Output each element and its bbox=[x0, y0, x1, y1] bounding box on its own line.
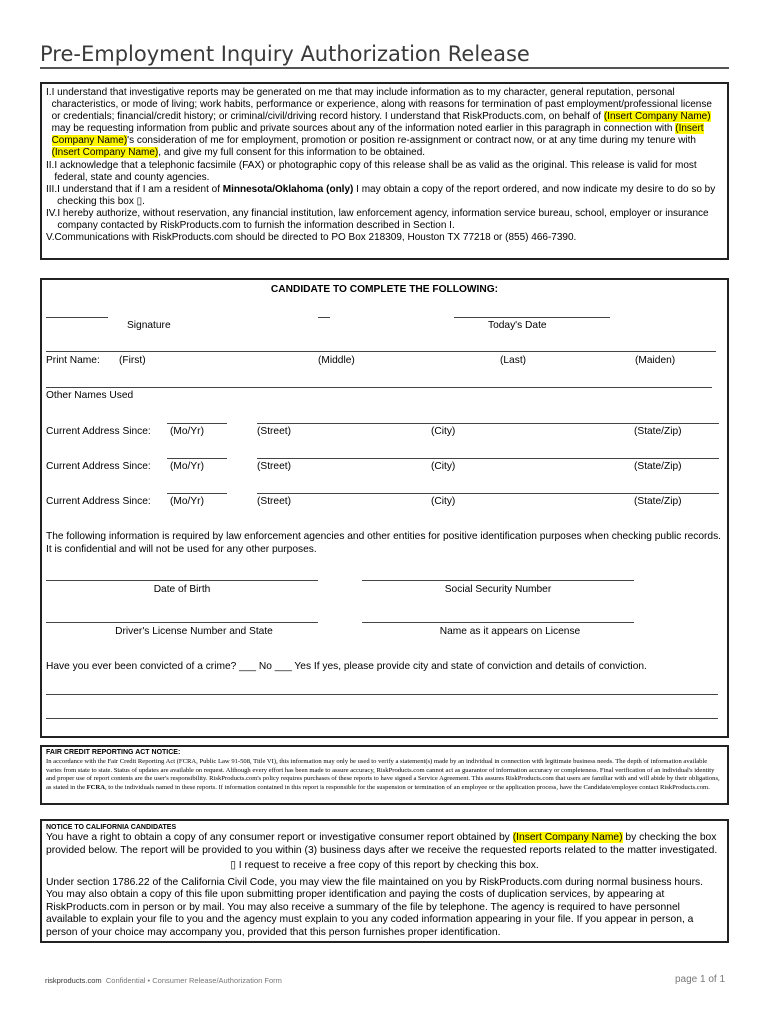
statement-item bbox=[46, 160, 717, 184]
statement-fragment: I acknowledge that a telephonic facsimile (FAX) or photographic copy of this release shall be as valid as the original. This release is valid for most federal, state and county agencies. bbox=[54, 159, 697, 183]
conviction-details-line[interactable] bbox=[46, 718, 718, 719]
dob-line[interactable] bbox=[46, 580, 318, 581]
statement-item bbox=[46, 208, 717, 232]
statement-fragment: may be requesting information from public and private sources about any of the information noted earlier in this paragraph in connection with bbox=[51, 123, 676, 135]
signature-line[interactable] bbox=[46, 317, 108, 318]
statement-number: V. bbox=[46, 232, 55, 244]
address-statezip-label: (State/Zip) bbox=[634, 461, 682, 472]
statement-item bbox=[46, 232, 717, 244]
fcra-header: FAIR CREDIT REPORTING ACT NOTICE: bbox=[46, 749, 181, 756]
signature-label: Signature bbox=[127, 320, 171, 331]
page-number: page 1 of 1 bbox=[675, 974, 726, 985]
first-name-label: (First) bbox=[119, 355, 146, 366]
fcra-acronym: FCRA bbox=[86, 784, 105, 792]
address-since-label: Current Address Since: bbox=[46, 426, 151, 437]
company-placeholder: (Insert Company Name) bbox=[51, 123, 704, 147]
statement-fragment: I understand that if I am a resident of bbox=[57, 183, 223, 195]
address-moyr-label: (Mo/Yr) bbox=[170, 426, 204, 437]
name-on-license-line[interactable] bbox=[362, 622, 634, 623]
address-moyr-label: (Mo/Yr) bbox=[170, 496, 204, 507]
statement-text bbox=[57, 208, 717, 232]
company-placeholder: (Insert Company Name) bbox=[51, 147, 159, 159]
candidate-form bbox=[40, 278, 729, 738]
todays-date-label: Today's Date bbox=[488, 320, 547, 331]
middle-name-label: (Middle) bbox=[318, 355, 355, 366]
fcra-notice bbox=[40, 745, 729, 805]
address-statezip-label: (State/Zip) bbox=[634, 426, 682, 437]
statement-fragment: 's consideration of me for employment, promotion or position re-assignment or contract now, or at any time during my tenure with bbox=[127, 135, 696, 147]
dob-label: Date of Birth bbox=[153, 584, 211, 595]
statement-text bbox=[52, 87, 717, 160]
fcra-text: , to the individuals named in these reports. If information contained in this report is responsible for the suspension or termination of an employee or the application process, have the Candidate/employee contact RiskProducts.com. bbox=[104, 784, 710, 792]
address-line[interactable] bbox=[257, 458, 719, 459]
address-moyr-line[interactable] bbox=[167, 423, 227, 424]
free-copy-checkbox[interactable]: ▯ I request to receive a free copy of this report by checking this box. bbox=[230, 860, 539, 871]
address-line[interactable] bbox=[257, 423, 719, 424]
drivers-license-line[interactable] bbox=[46, 622, 318, 623]
california-header: NOTICE TO CALIFORNIA CANDIDATES bbox=[46, 824, 177, 831]
address-since-label: Current Address Since: bbox=[46, 496, 151, 507]
statement-fragment: Communications with RiskProducts.com should be directed to PO Box 218309, Houston TX 77218 or (855) 466-7390. bbox=[54, 232, 577, 244]
statement-number: I. bbox=[46, 87, 52, 98]
statement-number: III. bbox=[46, 183, 58, 195]
footer-left bbox=[45, 976, 282, 985]
ssn-line[interactable] bbox=[362, 580, 634, 581]
statement-fragment: I understand that investigative reports may be generated on me that may include information as to my character, general reputation, personal characteristics, or mode of living; work habits, performance or experience, along with reasons for termination of past employment/professional license or credentials; financial/credit history; or criminal/civil/driving record history. I understand that RiskProducts.com, on behalf of bbox=[51, 87, 712, 123]
address-city-label: (City) bbox=[431, 461, 456, 472]
address-statezip-label: (State/Zip) bbox=[634, 496, 682, 507]
conviction-question: Have you ever been convicted of a crime? ___ No ___ Yes If yes, please provide city and state of conviction and details of conviction. bbox=[46, 661, 647, 672]
statement-text bbox=[55, 232, 717, 244]
statement-fragment: Minnesota/Oklahoma (only) bbox=[222, 183, 354, 195]
last-name-label: (Last) bbox=[500, 355, 527, 366]
identification-note: The following information is required by law enforcement agencies and other entities for positive identification purposes when checking public records. It is confidential and will not be used for any other purposes. bbox=[46, 531, 722, 555]
signature-line-end bbox=[318, 317, 330, 318]
fcra-text: In accordance with the Fair Credit Reporting Act (FCRA, Public Law 91-508, Title VI), this information may only be used to verify a statement(s) made by an individual in connection with legitimate business needs. The depth of information available varies from state to state. Status of updates are available on request. Although every effort has been made to assure accuracy, RiskProducts.com cannot act as guarantor of information accuracy or completeness. Final verification of an individual's identity and proper use of report contents are the user's responsibility. RiskProducts.com's policy requires purchases of these reports to have signed a Service Agreement. This assures RiskProducts.com that users are familiar with and will abide by their obligations, as stated in the bbox=[46, 757, 720, 792]
authorization-statements bbox=[40, 82, 729, 260]
address-moyr-line[interactable] bbox=[167, 493, 227, 494]
other-names-label: Other Names Used bbox=[46, 390, 134, 401]
maiden-name-label: (Maiden) bbox=[635, 355, 676, 366]
california-text: You have a right to obtain a copy of any consumer report or investigative consumer report obtained by bbox=[46, 832, 513, 843]
california-paragraph-2: Under section 1786.22 of the California Civil Code, you may view the file maintained on you by RiskProducts.com during normal business hours. You may also obtain a copy of this file upon submitting proper identification and paying the costs of duplication services, by appearing at RiskProducts.com in person or by mail. You may also receive a summary of the file by telephone. The agency is required to have personnel available to explain your file to you and the agency must explain to you any coded information appearing in your file. If you appear in person, a person of your choice may accompany you, provided that this person furnishes proper identification. bbox=[46, 876, 704, 938]
california-paragraph-1 bbox=[46, 832, 723, 857]
statement-item bbox=[46, 87, 717, 160]
statement-text bbox=[54, 160, 717, 184]
todays-date-line[interactable] bbox=[454, 317, 610, 318]
address-since-label: Current Address Since: bbox=[46, 461, 151, 472]
statement-text bbox=[57, 184, 717, 208]
address-street-label: (Street) bbox=[257, 496, 291, 507]
drivers-license-label: Driver's License Number and State bbox=[115, 626, 273, 637]
statement-item bbox=[46, 184, 717, 208]
page-title: Pre-Employment Inquiry Authorization Release bbox=[40, 42, 530, 66]
other-names-line[interactable] bbox=[46, 387, 712, 388]
ssn-label: Social Security Number bbox=[444, 584, 552, 595]
conviction-details-line[interactable] bbox=[46, 694, 718, 695]
footer-site: riskproducts.com bbox=[45, 976, 102, 985]
address-line[interactable] bbox=[257, 493, 719, 494]
statement-fragment: I may obtain a copy of the report ordered, and now indicate my desire to do so by checking this box ▯. bbox=[57, 183, 716, 207]
california-notice bbox=[40, 819, 729, 943]
fcra-body bbox=[46, 758, 723, 793]
print-name-label: Print Name: bbox=[46, 355, 100, 366]
statement-number: IV. bbox=[46, 207, 58, 219]
statement-fragment: , and give my full consent for this information to be obtained. bbox=[158, 147, 426, 159]
name-on-license-label: Name as it appears on License bbox=[439, 626, 581, 637]
address-street-label: (Street) bbox=[257, 426, 291, 437]
address-moyr-label: (Mo/Yr) bbox=[170, 461, 204, 472]
footer-description: Confidential • Consumer Release/Authorization Form bbox=[105, 976, 282, 985]
california-text: by checking the box provided below. The report will be provided to you within (3) business days after we receive the requested reports related to the matter investigated. bbox=[46, 832, 718, 856]
address-street-label: (Street) bbox=[257, 461, 291, 472]
address-city-label: (City) bbox=[431, 496, 456, 507]
statement-number: II. bbox=[46, 159, 55, 171]
address-moyr-line[interactable] bbox=[167, 458, 227, 459]
address-city-label: (City) bbox=[431, 426, 456, 437]
print-name-line[interactable] bbox=[46, 351, 716, 352]
candidate-header: CANDIDATE TO COMPLETE THE FOLLOWING: bbox=[270, 284, 499, 295]
statement-fragment: I hereby authorize, without reservation, any financial institution, law enforcement agency, information service bureau, school, employer or insurance company contacted by RiskProducts.com to furnish the information described in Section I. bbox=[57, 207, 709, 232]
company-placeholder: (Insert Company Name) bbox=[512, 832, 623, 843]
title-divider bbox=[40, 67, 729, 69]
company-placeholder: (Insert Company Name) bbox=[603, 111, 711, 123]
